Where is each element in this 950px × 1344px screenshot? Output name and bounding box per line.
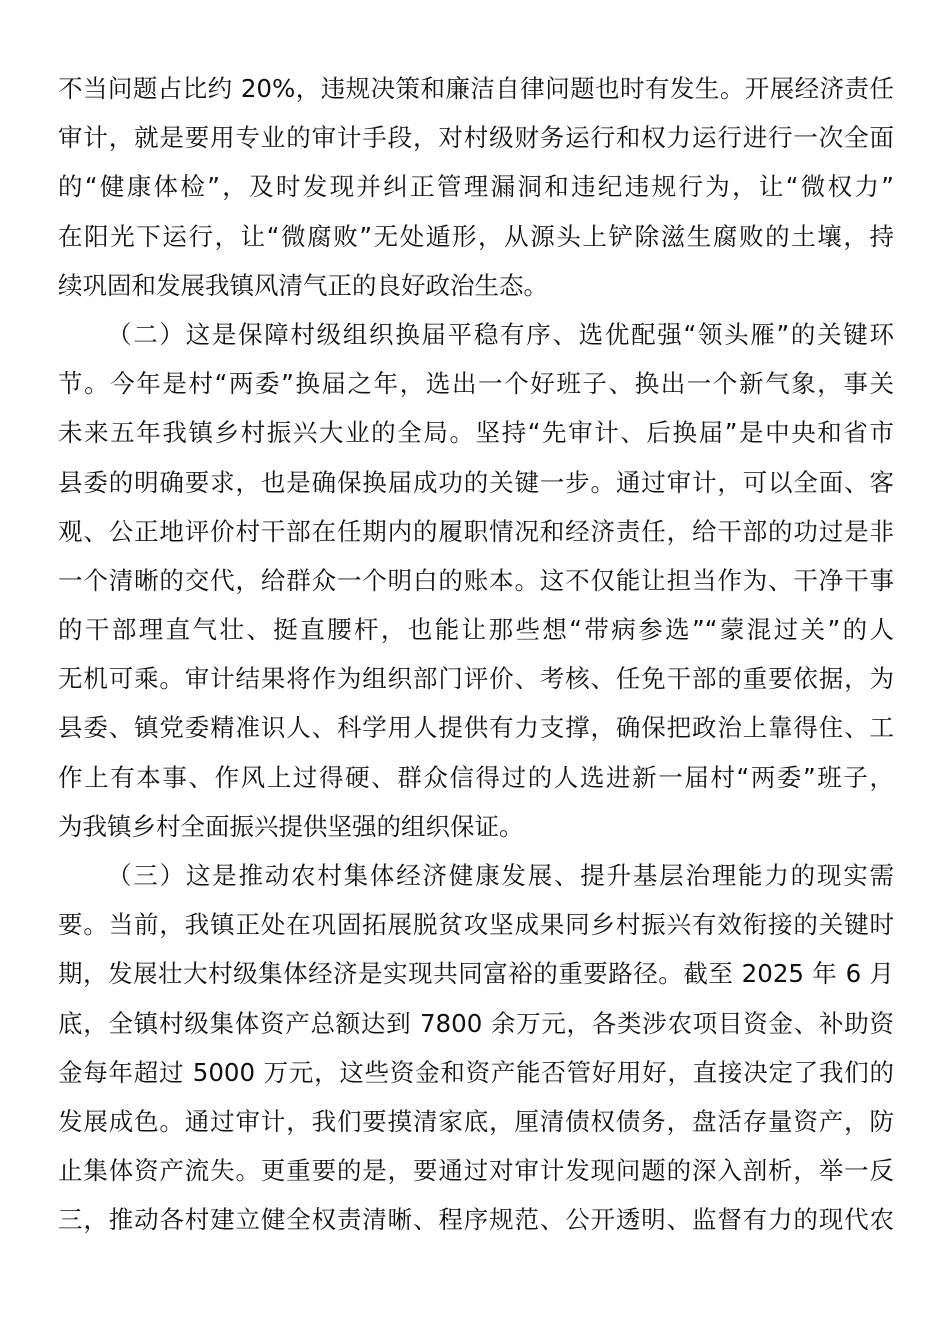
text-line: 节。今年是村“两委”换届之年，选出一个好班子、换出一个新气象，事关	[58, 369, 894, 399]
text-line: 发展成色。通过审计，我们要摸清家底，厘清债权债务，盘活存量资产，防	[58, 1106, 894, 1136]
text-line: 为我镇乡村全面振兴提供坚强的组织保证。	[58, 811, 524, 841]
text-line: 三，推动各村建立健全权责清晰、程序规范、公开透明、监督有力的现代农	[58, 1205, 894, 1235]
text-line: 续巩固和发展我镇风清气正的良好政治生态。	[58, 270, 548, 300]
text-line: 县委、镇党委精准识人、科学用人提供有力支撑，确保把政治上靠得住、工	[58, 713, 894, 743]
paragraph-heading-3: （三）这是推动农村集体经济健康发展、提升基层治理能力的现实需	[107, 861, 894, 890]
text-line: 未来五年我镇乡村振兴大业的全局。坚持“先审计、后换届”是中央和省市	[58, 418, 894, 448]
text-line: 要。当前，我镇正处在巩固拓展脱贫攻坚成果同乡村振兴有效衔接的关键时	[58, 910, 894, 940]
text-line: 作上有本事、作风上过得硬、群众信得过的人选进新一届村“两委”班子，	[58, 762, 894, 792]
text-line: 的干部理直气壮、挺直腰杆，也能让那些想“带病参选”“蒙混过关”的人	[58, 615, 894, 645]
text-line: 底，全镇村级集体资产总额达到 7800 余万元，各类涉农项目资金、补助资	[58, 1008, 894, 1038]
text-line: 无机可乘。审计结果将作为组织部门评价、考核、任免干部的重要依据，为	[58, 664, 894, 694]
text-line: 县委的明确要求，也是确保换届成功的关键一步。通过审计，可以全面、客	[58, 467, 894, 497]
text-line: 的“健康体检”，及时发现并纠正管理漏洞和违纪违规行为，让“微权力”	[58, 172, 894, 202]
text-line: 在阳光下运行，让“微腐败”无处遁形，从源头上铲除滋生腐败的土壤，持	[58, 221, 894, 251]
text-line: 止集体资产流失。更重要的是，要通过对审计发现问题的深入剖析，举一反	[58, 1156, 894, 1186]
text-line: 观、公正地评价村干部在任期内的履职情况和经济责任，给干部的功过是非	[58, 516, 894, 546]
text-line: 金每年超过 5000 万元，这些资金和资产能否管好用好，直接决定了我们的	[58, 1057, 894, 1087]
paragraph-heading-2: （二）这是保障村级组织换届平稳有序、选优配强“领头雁”的关键环	[107, 319, 894, 349]
body-text	[58, 64, 894, 1245]
text-line: 不当问题占比约 20%，违规决策和廉洁自律问题也时有发生。开展经济责任	[58, 74, 894, 103]
text-line: 期，发展壮大村级集体经济是实现共同富裕的重要路径。截至 2025 年 6 月	[58, 959, 894, 989]
text-line: 一个清晰的交代，给群众一个明白的账本。这不仅能让担当作为、干净干事	[58, 565, 894, 595]
text-line: 审计，就是要用专业的审计手段，对村级财务运行和权力运行进行一次全面	[58, 123, 894, 153]
